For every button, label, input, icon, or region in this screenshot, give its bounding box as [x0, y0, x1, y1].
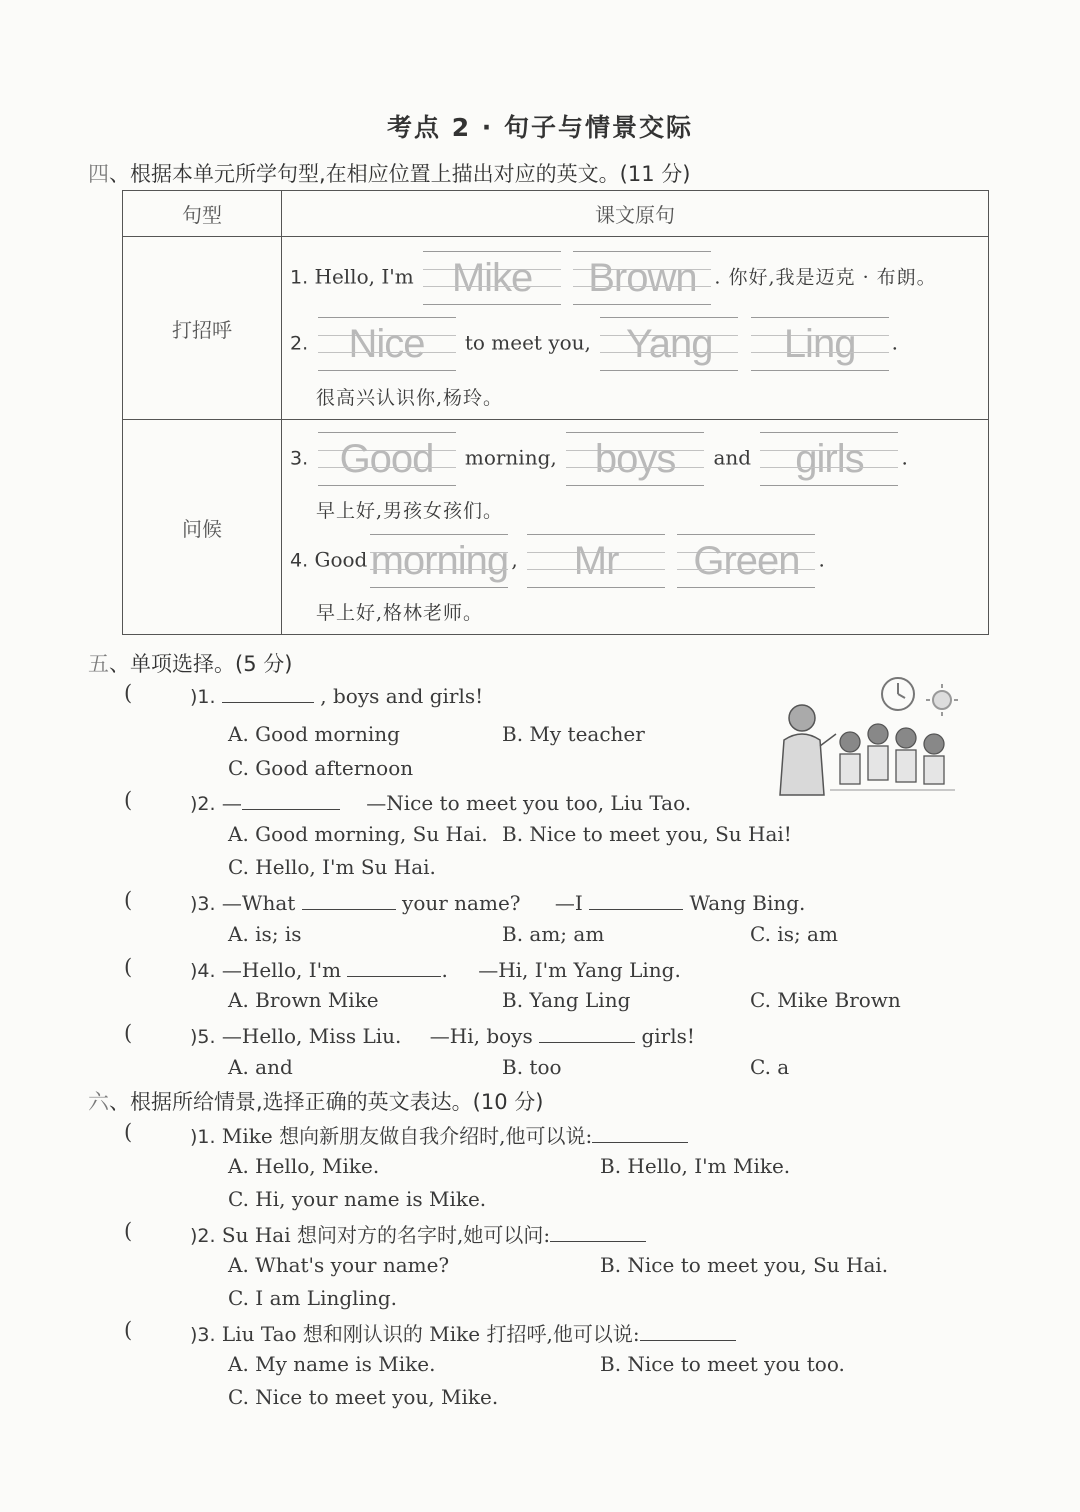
- col-header-sentence: 课文原句: [282, 191, 989, 237]
- s5-q3-option-b: B. am; am: [502, 922, 605, 946]
- s5-q4-text-a: —Hello, I'm: [221, 958, 342, 982]
- group-greetings-cell: [282, 420, 989, 635]
- answer-blank[interactable]: [539, 1022, 635, 1043]
- teacher-students-illustration: [770, 670, 970, 805]
- section-5-title: [88, 648, 292, 678]
- tracing-box-ling[interactable]: [751, 317, 889, 371]
- s5-q2-number: )2.: [190, 793, 216, 815]
- group-greeting-cell: [282, 237, 989, 420]
- section-4-number: 四: [88, 162, 109, 186]
- s5-q4-period: .: [441, 958, 448, 982]
- item-4: [290, 534, 825, 588]
- s5-q3-text-a: —What: [221, 891, 296, 915]
- tracing-box-yang[interactable]: [600, 317, 738, 371]
- tracing-box-boys[interactable]: [566, 432, 704, 486]
- s6-q1-stem: [190, 1120, 688, 1149]
- s6-q1-option-c: C. Hi, your name is Mike.: [228, 1187, 487, 1211]
- tracing-box-nice[interactable]: [318, 317, 456, 371]
- item-1-number: 1.: [290, 266, 309, 289]
- section-6-title: [88, 1086, 543, 1116]
- s5-q1-stem: [190, 682, 483, 708]
- s6-q1-option-b: B. Hello, I'm Mike.: [600, 1154, 791, 1178]
- item-4-number: 4.: [290, 549, 309, 572]
- s5-q4-option-a: A. Brown Mike: [228, 988, 379, 1012]
- s6-q3-stem: [190, 1318, 736, 1347]
- answer-paren[interactable]: (: [124, 1120, 133, 1144]
- tracing-box-brown[interactable]: [573, 251, 711, 305]
- s5-q5-number: )5.: [190, 1026, 216, 1048]
- s5-q5-option-c: C. a: [750, 1055, 790, 1079]
- item-1: [290, 251, 937, 305]
- teacher-figure: [780, 705, 836, 795]
- item-3-chinese: 早上好,男孩女孩们。: [316, 500, 504, 522]
- item-2-chinese: 很高兴认识你,杨玲。: [316, 387, 504, 409]
- s5-q2-option-a: A. Good morning, Su Hai.: [228, 822, 488, 846]
- clock-icon: [882, 678, 914, 710]
- item-2-end: .: [891, 330, 898, 355]
- answer-paren[interactable]: (: [124, 788, 133, 812]
- answer-blank[interactable]: [242, 789, 340, 810]
- tracing-word: Nice: [348, 322, 425, 366]
- answer-blank[interactable]: [302, 889, 396, 910]
- item-3-number: 3.: [290, 447, 309, 470]
- s5-q2-stem: [190, 789, 691, 815]
- answer-blank[interactable]: [347, 956, 441, 977]
- page-title: 考点 2 · 句子与情景交际: [386, 113, 693, 142]
- item-3-end: .: [901, 445, 908, 470]
- s5-q1-text: , boys and girls!: [320, 684, 484, 708]
- s6-q3-number: )3.: [190, 1324, 216, 1346]
- tracing-word: Mr: [573, 539, 619, 583]
- s6-q3-option-c: C. Nice to meet you, Mike.: [228, 1385, 499, 1409]
- s5-q4-stem: [190, 956, 681, 982]
- answer-blank[interactable]: [589, 889, 683, 910]
- item-4-prefix: Good: [314, 547, 368, 572]
- s5-q5-option-a: A. and: [228, 1055, 293, 1079]
- s5-q5-option-b: B. too: [502, 1055, 562, 1079]
- answer-paren[interactable]: (: [124, 955, 133, 979]
- s5-q3-stem: [190, 889, 805, 915]
- answer-blank[interactable]: [592, 1122, 688, 1143]
- s5-q1-option-a: A. Good morning: [228, 722, 400, 746]
- s5-q3-option-a: A. is; is: [228, 922, 302, 946]
- answer-paren[interactable]: (: [124, 681, 133, 705]
- s5-q5-text-b: —Hi, boys: [429, 1024, 533, 1048]
- s6-q2-number: )2.: [190, 1225, 216, 1247]
- item-2-number: 2.: [290, 332, 309, 355]
- s6-q2-stem: [190, 1219, 646, 1248]
- s6-q3-option-b: B. Nice to meet you too.: [600, 1352, 845, 1376]
- section-5-number: 五: [88, 652, 109, 676]
- answer-blank[interactable]: [222, 682, 314, 703]
- tracing-box-mike[interactable]: [423, 251, 561, 305]
- s5-q3-option-c: C. is; am: [750, 922, 838, 946]
- tracing-word: Brown: [588, 256, 697, 300]
- s6-q3-text: Liu Tao 想和刚认识的 Mike 打招呼,他可以说:: [221, 1322, 640, 1346]
- answer-paren[interactable]: (: [124, 888, 133, 912]
- tracing-word: Mike: [451, 256, 533, 300]
- tracing-table: [122, 190, 989, 635]
- s6-q2-option-c: C. I am Lingling.: [228, 1286, 398, 1310]
- answer-paren[interactable]: (: [124, 1318, 133, 1342]
- item-4-end: .: [818, 547, 825, 572]
- answer-paren[interactable]: (: [124, 1021, 133, 1045]
- s6-q1-option-a: A. Hello, Mike.: [228, 1154, 380, 1178]
- group-label-greeting: 打招呼: [123, 237, 282, 420]
- s5-q1-number: )1.: [190, 686, 216, 708]
- item-1-prefix: Hello, I'm: [314, 264, 414, 289]
- tracing-box-mr[interactable]: [527, 534, 665, 588]
- s5-q3-text-c: —I: [554, 891, 583, 915]
- s5-q4-text-b: —Hi, I'm Yang Ling.: [478, 958, 681, 982]
- s5-q1-option-c: C. Good afternoon: [228, 756, 414, 780]
- col-header-pattern: 句型: [123, 191, 282, 237]
- s5-q5-stem: [190, 1022, 695, 1048]
- tracing-box-good[interactable]: [318, 432, 456, 486]
- item-4-comma: ,: [511, 547, 518, 572]
- item-3: [290, 432, 908, 486]
- s5-q2-option-c: C. Hello, I'm Su Hai.: [228, 855, 436, 879]
- s5-q4-option-c: C. Mike Brown: [750, 988, 901, 1012]
- answer-blank[interactable]: [640, 1320, 736, 1341]
- item-1-chinese: . 你好,我是迈克 · 布朗。: [714, 266, 937, 289]
- s5-q4-option-b: B. Yang Ling: [502, 988, 631, 1012]
- tracing-box-green[interactable]: [677, 534, 815, 588]
- s5-q5-text-c: girls!: [641, 1024, 695, 1048]
- s5-q5-text-a: —Hello, Miss Liu.: [221, 1024, 402, 1048]
- item-3-and: and: [713, 445, 752, 470]
- tracing-word: Ling: [783, 322, 856, 366]
- tracing-word: Good: [339, 437, 434, 481]
- tracing-word: morning: [370, 539, 509, 583]
- item-2: [290, 317, 898, 371]
- s6-q1-text: Mike 想向新朋友做自我介绍时,他可以说:: [221, 1124, 593, 1148]
- sun-icon: [926, 684, 958, 716]
- section-6-number: 六: [88, 1090, 109, 1114]
- tracing-box-girls[interactable]: [760, 432, 898, 486]
- s5-q3-text-b: your name?: [402, 891, 521, 915]
- section-4-text: 、根据本单元所学句型,在相应位置上描出对应的英文。(11 分): [109, 162, 691, 186]
- s6-q2-option-b: B. Nice to meet you, Su Hai.: [600, 1253, 889, 1277]
- tracing-box-morning[interactable]: [370, 534, 508, 588]
- section-5-text: 、单项选择。(5 分): [109, 652, 293, 676]
- answer-paren[interactable]: (: [124, 1219, 133, 1243]
- s5-q2-option-b: B. Nice to meet you, Su Hai!: [502, 822, 792, 846]
- s5-q3-text-d: Wang Bing.: [689, 891, 806, 915]
- item-2-middle: to meet you,: [464, 330, 591, 355]
- tracing-word: Green: [693, 539, 800, 583]
- group-label-greetings: 问候: [123, 420, 282, 635]
- tracing-word: Yang: [626, 322, 713, 366]
- s5-q4-number: )4.: [190, 960, 216, 982]
- s5-q2-dash: —: [221, 791, 242, 815]
- s5-q1-option-b: B. My teacher: [502, 722, 645, 746]
- s6-q2-text: Su Hai 想问对方的名字时,她可以问:: [221, 1223, 551, 1247]
- s6-q2-option-a: A. What's your name?: [228, 1253, 450, 1277]
- answer-blank[interactable]: [550, 1221, 646, 1242]
- tracing-word: boys: [594, 437, 676, 481]
- section-4-title: [88, 158, 690, 188]
- s5-q2-text: —Nice to meet you too, Liu Tao.: [366, 791, 692, 815]
- s5-q3-number: )3.: [190, 893, 216, 915]
- section-6-text: 、根据所给情景,选择正确的英文表达。(10 分): [109, 1090, 544, 1114]
- s6-q1-number: )1.: [190, 1126, 216, 1148]
- s6-q3-option-a: A. My name is Mike.: [228, 1352, 436, 1376]
- item-4-chinese: 早上好,格林老师。: [316, 602, 484, 624]
- students-group: [830, 724, 955, 790]
- item-3-middle: morning,: [464, 445, 557, 470]
- tracing-word: girls: [795, 437, 864, 481]
